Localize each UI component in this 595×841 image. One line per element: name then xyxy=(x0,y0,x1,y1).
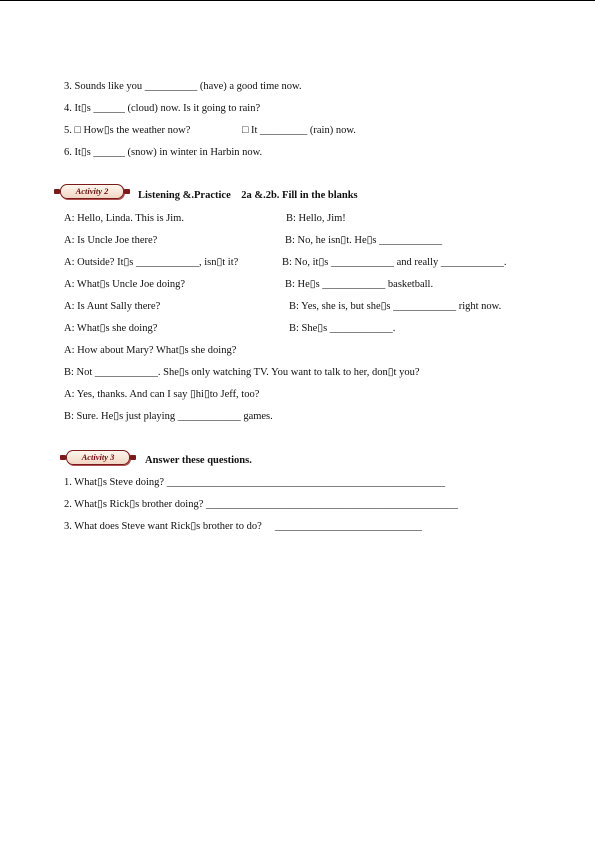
activity-3-title: Answer these questions. xyxy=(145,455,252,466)
dialogue-right-3: B: No, it▯s ____________ and really ____________. xyxy=(282,257,507,268)
exercise-line-4: 4. It▯s ______ (cloud) now. Is it going to rain? xyxy=(64,103,261,114)
dialogue-left-1: A: Hello, Linda. This is Jim. xyxy=(64,213,184,224)
dialogue-right-4: B: He▯s ____________ basketball. xyxy=(285,279,434,290)
dialogue-right-5: B: Yes, she is, but she▯s ____________ right now. xyxy=(289,301,502,312)
exercise-line-6: 6. It▯s ______ (snow) in winter in Harbin now. xyxy=(64,147,263,158)
activity-2-title: Listening &.Practice 2a &.2b. Fill in the blanks xyxy=(138,190,358,201)
activity-2-badge: Activity 2 xyxy=(60,184,124,199)
dialogue-right-2: B: No, he isn▯t. He▯s ____________ xyxy=(285,235,443,246)
dialogue-left-3: A: Outside? It▯s ____________, isn▯t it? xyxy=(64,257,239,268)
dialogue-full-3: A: Yes, thanks. And can I say ▯hi▯to Jeff, too? xyxy=(64,389,260,400)
dialogue-left-5: A: Is Aunt Sally there? xyxy=(64,301,161,312)
activity-3-badge: Activity 3 xyxy=(66,450,130,465)
question-3: 3. What does Steve want Rick▯s brother to do? ____________________________ xyxy=(64,521,422,532)
question-1: 1. What▯s Steve doing? _____________________________________________________ xyxy=(64,477,445,488)
dialogue-left-6: A: What▯s she doing? xyxy=(64,323,158,334)
dialogue-right-6: B: She▯s ____________. xyxy=(289,323,396,334)
top-rule xyxy=(0,0,595,1)
exercise-line-3: 3. Sounds like you __________ (have) a good time now. xyxy=(64,81,302,92)
dialogue-left-2: A: Is Uncle Joe there? xyxy=(64,235,158,246)
dialogue-left-4: A: What▯s Uncle Joe doing? xyxy=(64,279,186,290)
dialogue-full-4: B: Sure. He▯s just playing ____________ games. xyxy=(64,411,273,422)
question-2: 2. What▯s Rick▯s brother doing? ________________________________________________ xyxy=(64,499,459,510)
dialogue-full-2: B: Not ____________. She▯s only watching TV. You want to talk to her, don▯t you? xyxy=(64,367,420,378)
exercise-line-5a: 5. □ How▯s the weather now? xyxy=(64,125,191,136)
exercise-line-5b: □ It _________ (rain) now. xyxy=(242,125,356,136)
dialogue-right-1: B: Hello, Jim! xyxy=(286,213,346,224)
dialogue-full-1: A: How about Mary? What▯s she doing? xyxy=(64,345,237,356)
